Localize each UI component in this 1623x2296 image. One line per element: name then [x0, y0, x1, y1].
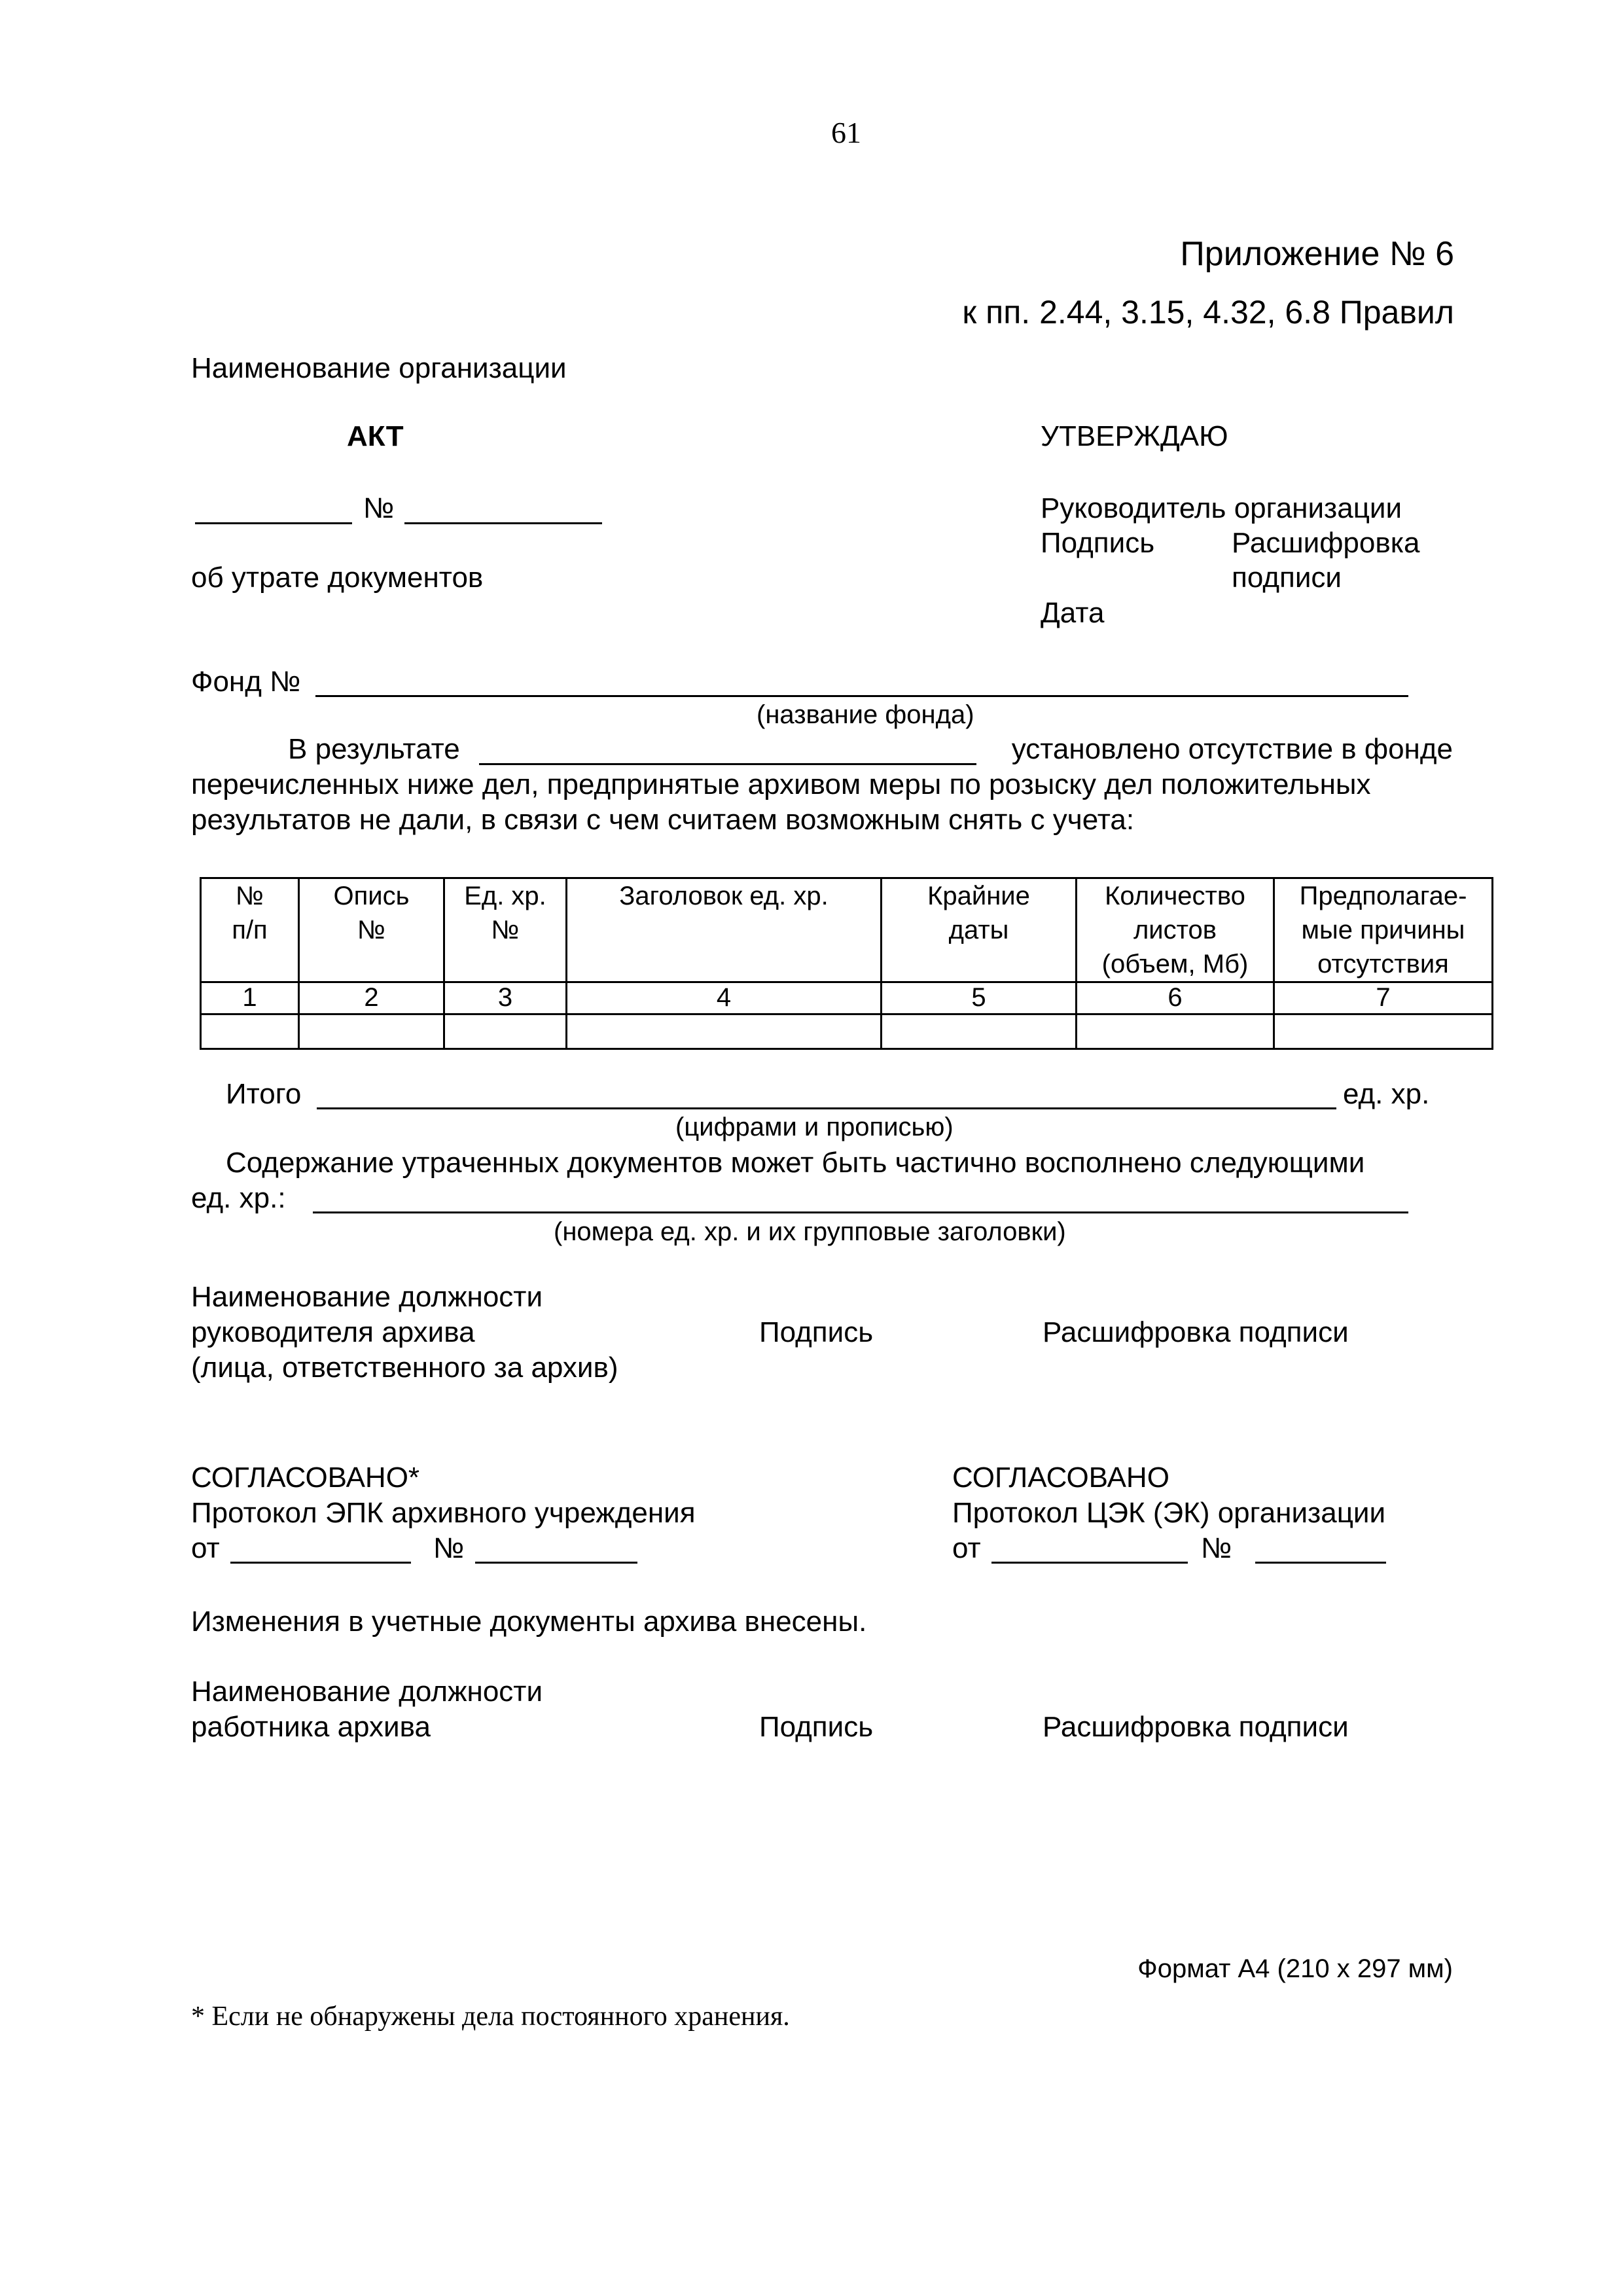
agreed-epk-date-line — [230, 1562, 411, 1564]
page-number: 61 — [831, 116, 861, 149]
agreed-tsek-number-line — [1255, 1562, 1386, 1564]
total-unit: ед. хр. — [1343, 1078, 1430, 1110]
table-header-row — [201, 878, 1493, 982]
archive-worker-line1: Наименование должности — [191, 1676, 543, 1708]
column-number-cell: 2 — [299, 982, 444, 1014]
archive-head-decoding: Расшифровка подписи — [1043, 1316, 1349, 1348]
act-title: АКТ — [347, 420, 404, 452]
org-name-label: Наименование организации — [191, 352, 567, 384]
table-cell[interactable] — [201, 1014, 299, 1049]
archive-worker-decoding: Расшифровка подписи — [1043, 1711, 1349, 1743]
column-number-cell: 3 — [444, 982, 567, 1014]
header-cell-inventory: Опись № — [299, 878, 444, 982]
archive-worker-signature: Подпись — [759, 1711, 874, 1743]
agreed-epk-protocol: Протокол ЭПК архивного учреждения — [191, 1497, 696, 1529]
act-subject: об утрате документов — [191, 562, 484, 594]
total-line — [317, 1107, 1336, 1109]
approve-decoding-2: подписи — [1232, 562, 1342, 594]
table-cell[interactable] — [1077, 1014, 1274, 1049]
fund-label: Фонд № — [191, 666, 301, 698]
restore-line1: Содержание утраченных документов может быть частично восполнено следующими — [226, 1147, 1365, 1179]
body-line1-end: установлено отсутствие в фонде — [1011, 733, 1453, 765]
header-cell-dates: Крайние даты — [882, 878, 1077, 982]
act-number-line — [404, 522, 602, 524]
table-cell[interactable] — [299, 1014, 444, 1049]
agreed-tsek-protocol: Протокол ЦЭК (ЭК) организации — [952, 1497, 1386, 1529]
column-number-cell: 5 — [882, 982, 1077, 1014]
table-cell[interactable] — [882, 1014, 1077, 1049]
agreed-epk-number-sign: № — [433, 1532, 465, 1564]
changes-note: Изменения в учетные документы архива внесены. — [191, 1605, 867, 1638]
body-line3: результатов не дали, в связи с чем считаем возможным снять с учета: — [191, 804, 1135, 836]
act-number-sign: № — [363, 492, 395, 524]
agreed-tsek-from: от — [952, 1532, 981, 1564]
header-cell-unit: Ед. хр. № — [444, 878, 567, 982]
fund-name-line — [315, 695, 1408, 697]
column-number-cell: 7 — [1274, 982, 1493, 1014]
header-cell-reasons: Предполагае- мые причины отсутствия — [1274, 878, 1493, 982]
approve-signature: Подпись — [1041, 527, 1155, 559]
agreed-epk-number-line — [475, 1562, 637, 1564]
approve-decoding-1: Расшифровка — [1232, 527, 1420, 559]
appendix-reference: к пп. 2.44, 3.15, 4.32, 6.8 Правил — [962, 294, 1454, 331]
approve-title: УТВЕРЖДАЮ — [1041, 420, 1228, 452]
archive-head-signature: Подпись — [759, 1316, 874, 1348]
footnote: * Если не обнаружены дела постоянного хранения. — [191, 2001, 790, 2032]
agreed-tsek-number-sign: № — [1201, 1532, 1232, 1564]
table-cell[interactable] — [567, 1014, 882, 1049]
body-line1-start: В результате — [288, 733, 460, 765]
total-caption: (цифрами и прописью) — [675, 1113, 954, 1141]
restore-line — [313, 1211, 1408, 1213]
appendix-title: Приложение № 6 — [1180, 235, 1454, 273]
table-row — [201, 1014, 1493, 1049]
table-number-row — [201, 982, 1493, 1014]
act-date-line — [195, 522, 352, 524]
body-line1-blank — [479, 763, 976, 765]
agreed-tsek-date-line — [991, 1562, 1188, 1564]
approve-head: Руководитель организации — [1041, 492, 1402, 524]
column-number-cell: 1 — [201, 982, 299, 1014]
archive-worker-line2: работника архива — [191, 1711, 431, 1743]
agreed-epk-title: СОГЛАСОВАНО* — [191, 1462, 420, 1494]
approve-date: Дата — [1041, 597, 1105, 629]
header-cell-number: № п/п — [201, 878, 299, 982]
archive-head-line3: (лица, ответственного за архив) — [191, 1352, 618, 1384]
archive-head-line2: руководителя архива — [191, 1316, 475, 1348]
column-number-cell: 4 — [567, 982, 882, 1014]
header-cell-sheets: Количество листов (объем, Мб) — [1077, 878, 1274, 982]
table-cell[interactable] — [1274, 1014, 1493, 1049]
restore-line2-label: ед. хр.: — [191, 1182, 286, 1214]
agreed-epk-from: от — [191, 1532, 220, 1564]
total-label: Итого — [226, 1078, 302, 1110]
archive-head-line1: Наименование должности — [191, 1281, 543, 1313]
header-cell-title: Заголовок ед. хр. — [567, 878, 882, 982]
fund-caption: (название фонда) — [757, 700, 974, 729]
agreed-tsek-title: СОГЛАСОВАНО — [952, 1462, 1169, 1494]
column-number-cell: 6 — [1077, 982, 1274, 1014]
restore-caption: (номера ед. хр. и их групповые заголовки) — [554, 1217, 1066, 1246]
lost-documents-table — [200, 877, 1493, 1050]
table-cell[interactable] — [444, 1014, 567, 1049]
body-line2: перечисленных ниже дел, предпринятые архивом меры по розыску дел положительных — [191, 768, 1371, 800]
format-note: Формат А4 (210 х 297 мм) — [1137, 1954, 1453, 1983]
